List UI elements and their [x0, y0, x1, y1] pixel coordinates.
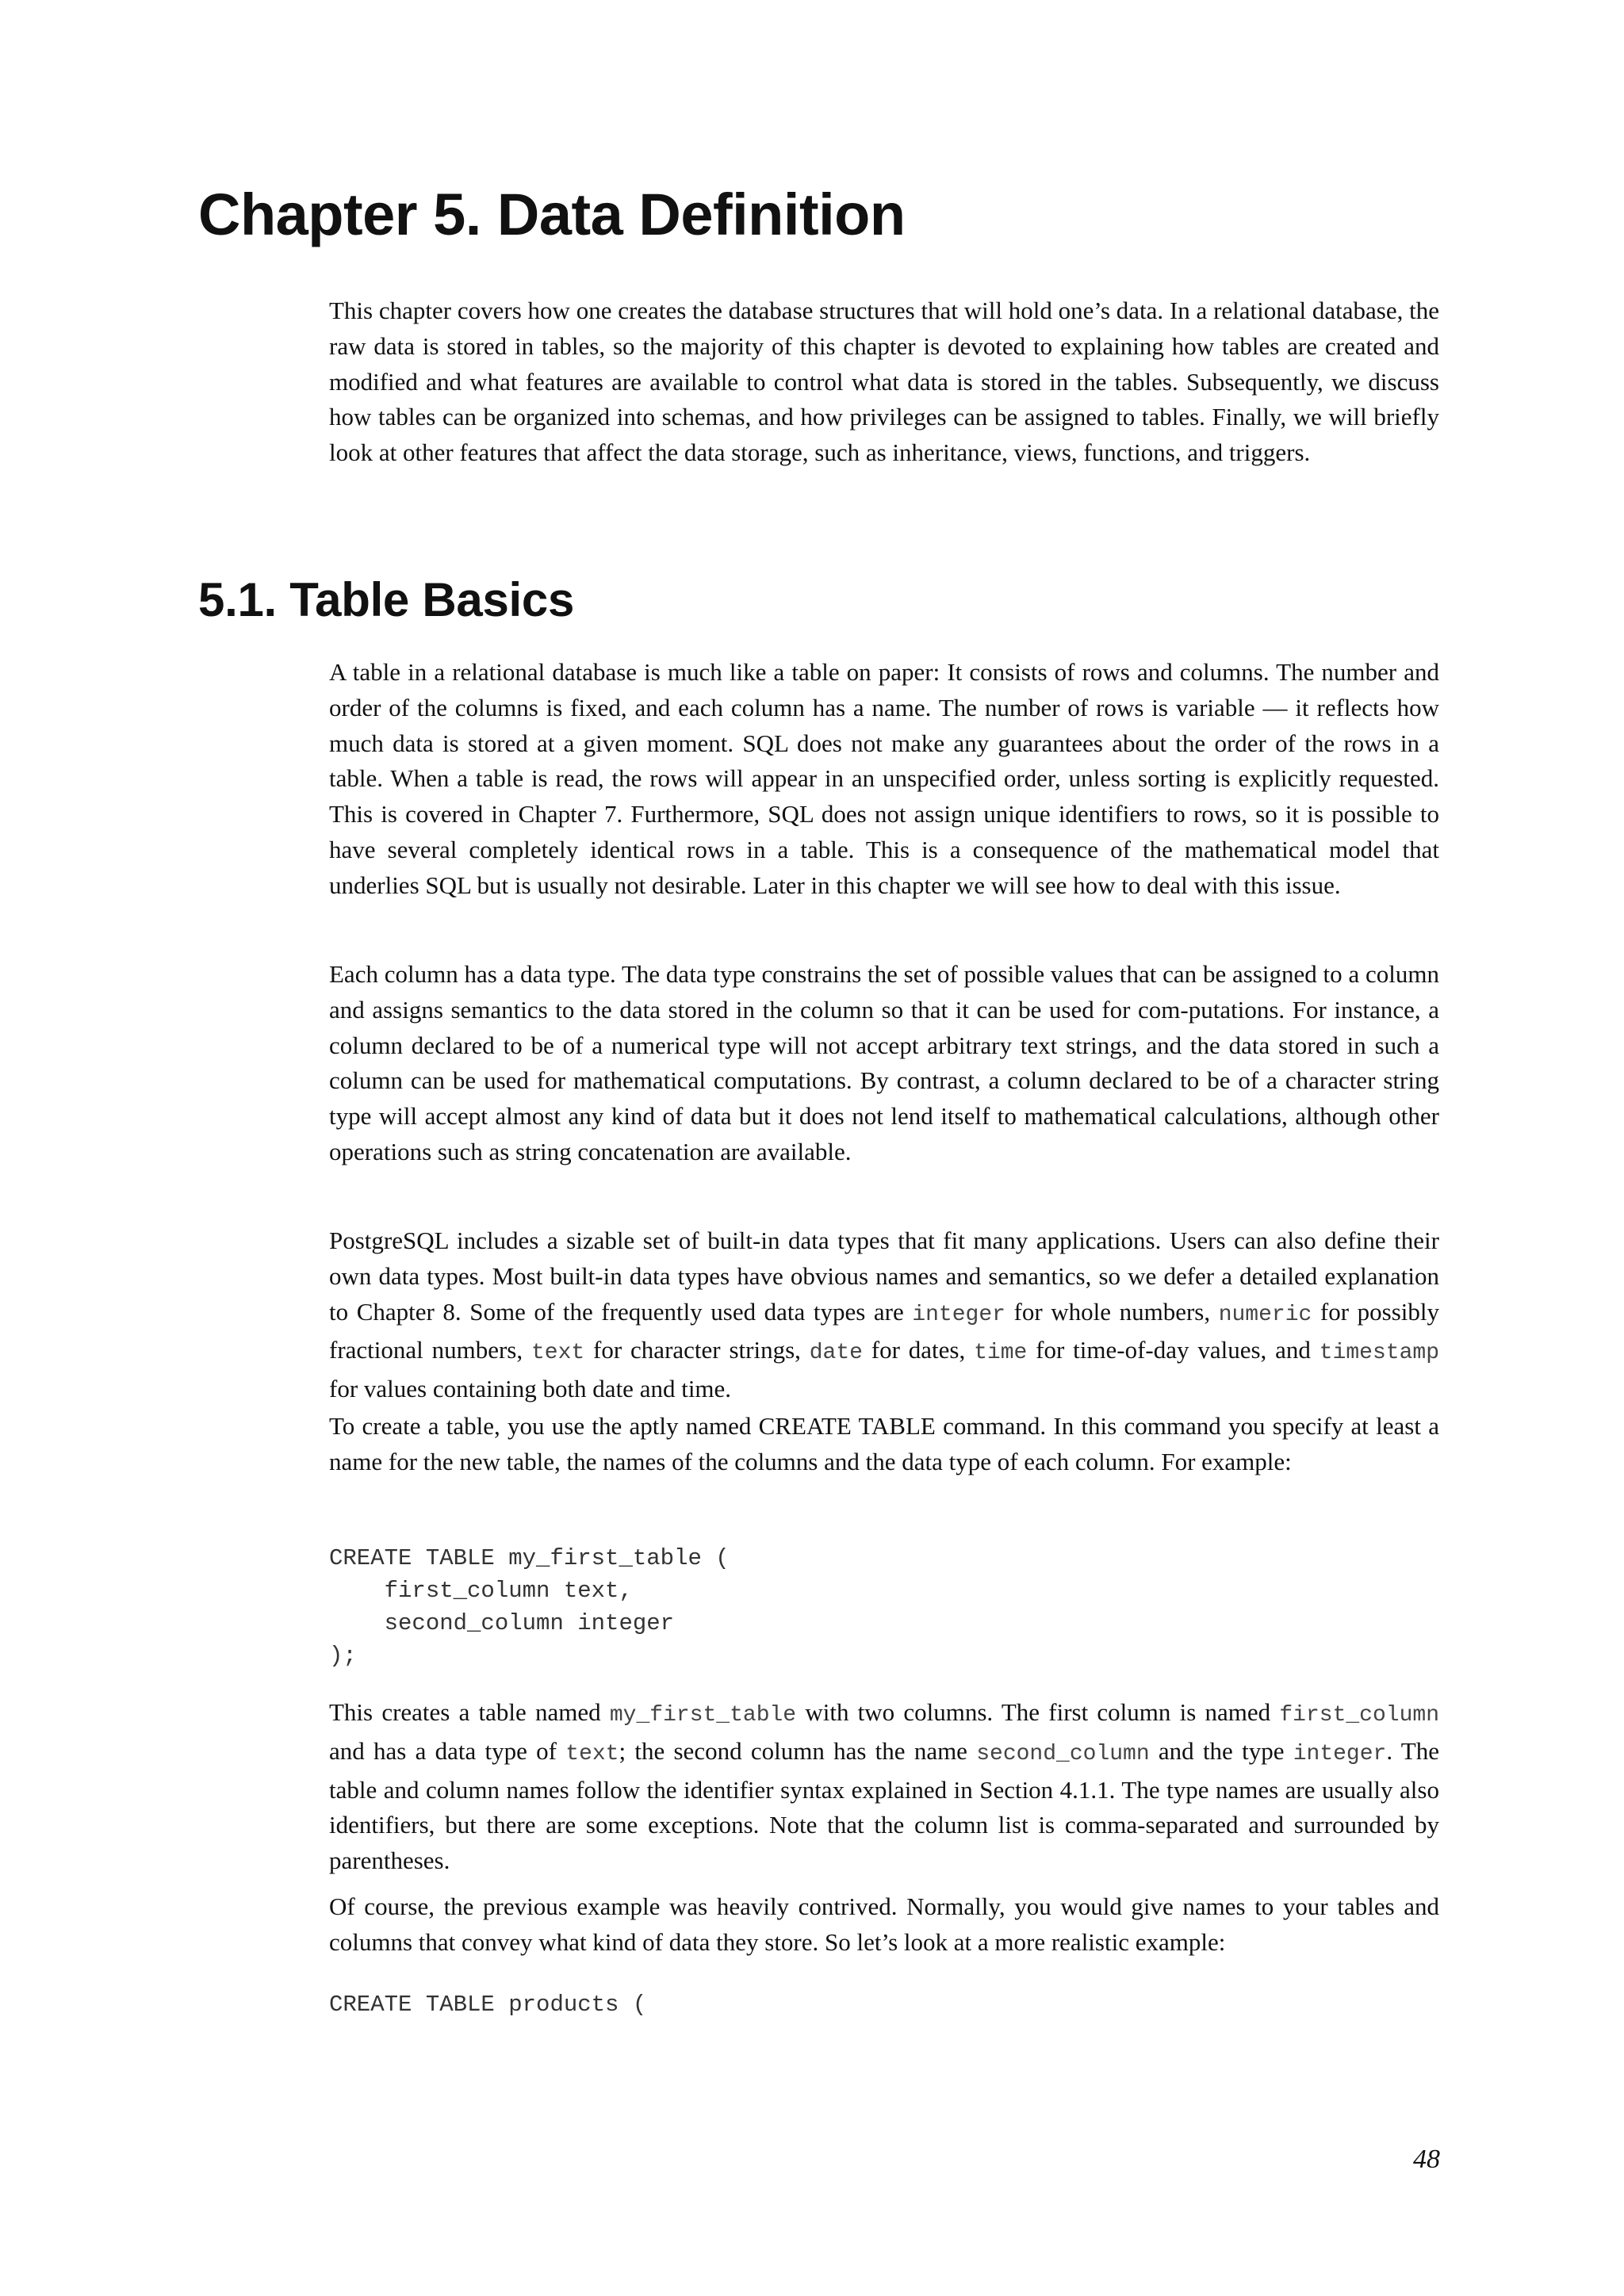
text-run: ; the second column has the name	[619, 1736, 977, 1765]
text-run: This creates a table named	[329, 1698, 610, 1726]
inline-code: timestamp	[1319, 1341, 1439, 1366]
inline-code: first_column	[1279, 1703, 1439, 1728]
chapter-title: Chapter 5. Data Definition	[198, 182, 906, 247]
paragraph-table-description: A table in a relational database is much like a table on paper: It consists of rows and columns. The number and order of the columns is fixed, and each column has a name. The number of rows is variable — it reflects how much data is stored at a given moment. SQL does not make any guarantees about the order of the rows in a table. When a table is read, the rows will appear in an unspecified order, unless sorting is explicitly requested. This is covered in Chapter 7. Furthermore, SQL does not assign unique identifiers to rows, so it is possible to have several completely identical rows in a table. This is a consequence of the mathematical model that underlies SQL but is usually not desirable. Later in this chapter we will see how to deal with this issue.	[329, 658, 1439, 899]
paragraph-create-table-intro: To create a table, you use the aptly named CREATE TABLE command. In this command you specify at least a name for the new table, the names of the columns and the data type of each column. For example:	[329, 1412, 1439, 1475]
paragraph-builtin-types	[329, 1223, 1439, 1407]
text-run: with two columns. The first column is named	[796, 1698, 1280, 1726]
code-block-products: CREATE TABLE products (	[329, 1992, 647, 2018]
inline-code: text	[565, 1741, 619, 1766]
text-run: and the type	[1149, 1736, 1293, 1765]
inline-code: integer	[1293, 1741, 1387, 1766]
text-run: for dates,	[862, 1336, 975, 1364]
text-run: for values containing both date and time.	[329, 1375, 732, 1403]
text-run: PostgreSQL includes a sizable set of built-in data types that fit many applications. Users can also define their own data types. Most built-in data types have obvious names and semantics, so we defer a detailed explanation to Chapter 8. Some of the frequently used data types are	[329, 1226, 1439, 1326]
paragraph-realistic-example: Of course, the previous example was heavily contrived. Normally, you would give names to your tables and columns that convey what kind of data they store. So let’s look at a more realistic example:	[329, 1892, 1439, 1956]
intro-paragraph: This chapter covers how one creates the database structures that will hold one’s data. In a relational database, the raw data is stored in tables, so the majority of this chapter is devoted to explaining how tables are created and modified and what features are available to control what data is stored in the tables. Subsequently, we discuss how tables can be organized into schemas, and how privileges can be assigned to tables. Finally, we will briefly look at other features that affect the data storage, such as inheritance, views, functions, and triggers.	[329, 297, 1439, 467]
text-run: . The table and column names follow the identifier syntax explained in Section 4.1.1. The type names are usually also identifiers, but there are some exceptions. Note that the column list is comma-separated and surrounded by parentheses.	[329, 1736, 1439, 1875]
inline-code: text	[530, 1341, 585, 1366]
text-run: for possibly fractional numbers,	[329, 1297, 1439, 1364]
text-run: for time-of-day values, and	[1027, 1336, 1320, 1364]
inline-code: numeric	[1218, 1302, 1312, 1327]
text-run: and has a data type of	[329, 1736, 566, 1765]
section-title: 5.1. Table Basics	[198, 573, 575, 626]
text-run: for whole numbers,	[1005, 1297, 1219, 1326]
inline-code: my_first_table	[609, 1703, 797, 1728]
inline-code: time	[974, 1341, 1028, 1366]
inline-code: second_column	[976, 1741, 1150, 1766]
inline-code: date	[809, 1341, 863, 1366]
code-block-create-table: CREATE TABLE my_first_table ( first_column text, second_column integer );	[329, 1545, 730, 1669]
inline-code: integer	[912, 1302, 1005, 1327]
paragraph-data-types: Each column has a data type. The data type constrains the set of possible values that can be assigned to a column and assigns semantics to the data stored in the column so that it can be used for com-putations. For instance, a column declared to be of a numerical type will not accept arbitrary text strings, and the data stored in such a column can be used for mathematical computations. By contrast, a column declared to be of a character string type will accept almost any kind of data but it does not lend itself to mathematical calculations, although other operations such as string concatenation are available.	[329, 960, 1439, 1165]
text-run: for character strings,	[584, 1336, 810, 1364]
paragraph-explanation	[329, 1695, 1439, 1879]
page-number: 48	[1413, 2145, 1440, 2174]
